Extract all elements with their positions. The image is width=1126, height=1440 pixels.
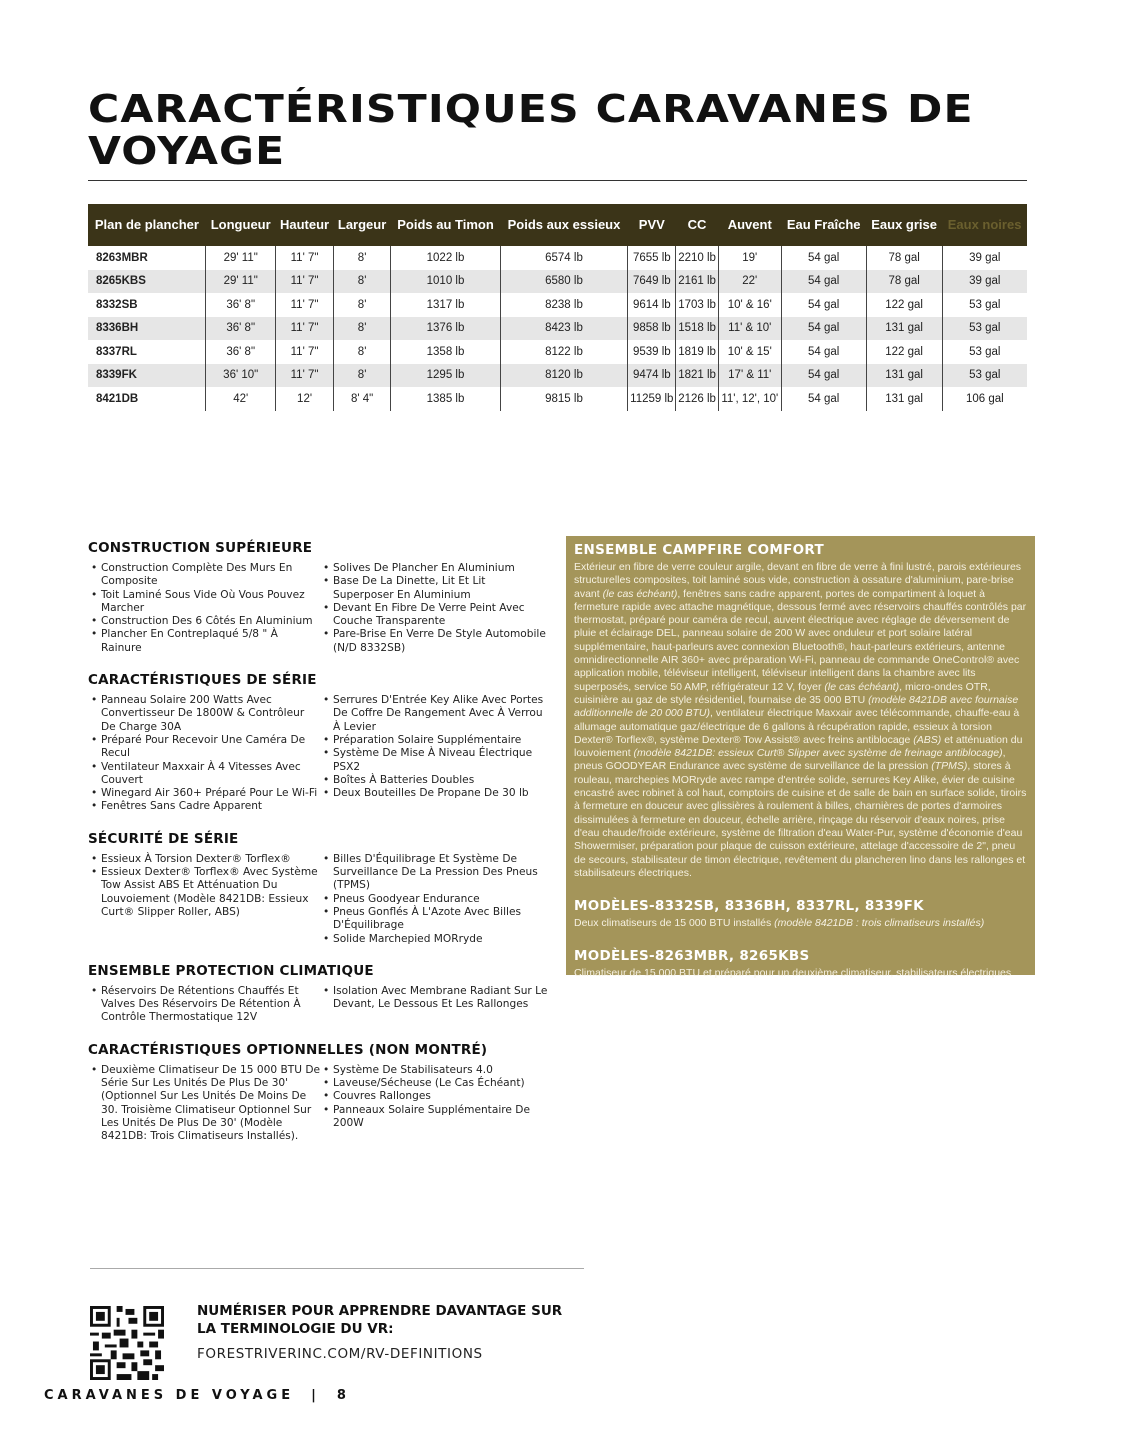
list-item: • Pneus Goodyear Endurance [320,893,548,906]
table-cell: 106 gal [942,387,1027,411]
list-item: • Fenêtres Sans Cadre Apparent [88,800,320,813]
list-item: • Construction Complète Des Murs En Composite [88,562,320,589]
list-item: • Système De Stabilisateurs 4.0 [320,1064,548,1077]
description-segment: Extérieur en fibre de verre couleur argile, devant en fibre de verre à fini lustré, parois extérieures structurelles composites, toit laminé sous vide, construction à ossature d'aluminium, pare-brise avant [574,561,1022,600]
feature-section [88,831,548,946]
section-columns [88,985,548,1025]
table-cell: 9474 lb [628,364,676,388]
table-cell: 8238 lb [500,293,627,317]
column-header: Poids au Timon [391,204,501,246]
column-header: Eaux noires [942,204,1027,246]
table-cell: 11' 7" [276,364,334,388]
table-cell: 11' 7" [276,293,334,317]
table-cell: 78 gal [866,270,942,294]
table-cell: 1358 lb [391,340,501,364]
scan-instructions: NUMÉRISER POUR APPRENDRE DAVANTAGE SUR LA TERMINOLOGIE DU VR: [197,1303,563,1337]
definitions-link[interactable]: FORESTRIVERINC.COM/RV-DEFINITIONS [197,1346,483,1362]
table-cell: 1010 lb [391,270,501,294]
list-item: • Isolation Avec Membrane Radiant Sur Le Devant, Le Dessous Et Les Rallonges [320,985,548,1012]
list-item: • Réservoirs De Rétentions Chauffés Et Valves Des Réservoirs De Rétention À Contrôle Thermostatique 12V [88,985,320,1025]
list-item: • Panneaux Solaire Supplémentaire De 200W [320,1104,548,1131]
list-item: • Toit Laminé Sous Vide Où Vous Pouvez Marcher [88,589,320,616]
column-header: PVV [628,204,676,246]
list-item: • Essieux À Torsion Dexter® Torflex® [88,853,320,866]
table-cell: 8' [334,270,391,294]
feature-list-left [88,1064,320,1144]
description-segment: , stores à rouleau, marchepies MORryde avec rampe d'entrée solide, serrures Key Alike, évier de cuisine encastré avec robinet à col haut, comptoirs de cuisine et de salle de bain en surface solide, tiroirs à fermeture en douceur avec glissières à roulement à billes, charnières de portes d'armoires dissimulées à fermeture en douceur, échelle arrière, rinçage du réservoir d'eaux noires, prise d'eau chaude/froide extérieure, système de filtration d'eau Water-Pur, système d'économie d'eau Showermiser, préparation pour plaque de cuisson extérieure, attelage d'accessoire de 2", pneu de secours, stabilisateur de timon électrique, revêtement du plancheren lino dans les rallonges et stabilisateurs électriques. [574,760,1027,879]
list-item: • Panneau Solaire 200 Watts Avec Convertisseur De 1800W & Contrôleur De Charge 30A [88,694,320,734]
section-columns [88,1064,548,1144]
table-cell: 1022 lb [391,246,501,270]
list-item: • Système De Mise À Niveau Électrique PSX2 [320,747,548,774]
table-cell: 11' 7" [276,246,334,270]
table-row [88,270,1027,294]
section-columns [88,562,548,655]
table-cell: 6580 lb [500,270,627,294]
table-cell: 8' 4" [334,387,391,411]
column-header: Hauteur [276,204,334,246]
section-columns [88,853,548,946]
table-cell: 54 gal [781,317,866,341]
list-item: • Serrures D'Entrée Key Alike Avec Portes De Coffre De Rangement Avec À Verrou À Levier [320,694,548,734]
list-item: • Solide Marchepied MORryde [320,933,548,946]
section-heading: ENSEMBLE PROTECTION CLIMATIQUE [88,962,374,979]
table-cell: 11', 12', 10' [718,387,781,411]
list-item: • Billes D'Équilibrage Et Système De Surveillance De La Pression Des Pneus (TPMS) [320,853,548,893]
list-item: • Préparation Solaire Supplémentaire [320,734,548,747]
table-cell: 9614 lb [628,293,676,317]
column-header: Eaux grise [866,204,942,246]
feature-list-right [320,1064,548,1144]
floorplan-cell: 8263MBR [96,251,148,264]
models-group-1-desc: Deux climatiseurs de 15 000 BTU installés [574,917,775,930]
section-heading: SÉCURITÉ DE SÉRIE [88,830,239,847]
table-row [88,340,1027,364]
column-header: Plan de plancher [88,204,206,246]
table-row [88,364,1027,388]
table-cell: 11' & 10' [718,317,781,341]
section-heading: CONSTRUCTION SUPÉRIEURE [88,540,313,556]
feature-list-left [88,985,320,1025]
table-cell: 54 gal [781,246,866,270]
list-item: • Deux Bouteilles De Propane De 30 lb [320,787,548,800]
table-cell: 17' & 11' [718,364,781,388]
description-segment: (modèle 8421DB: essieux Curt® Slipper avec système de freinage antiblocage) [633,747,1003,760]
floorplan-cell: 8265KBS [88,270,206,294]
floorplan-cell: 8339FK [88,364,206,388]
table-cell: 1821 lb [676,364,718,388]
table-cell: 19' [718,246,781,270]
table-cell: 29' 11" [206,270,276,294]
table-cell: 11' 7" [276,340,334,364]
list-item: • Laveuse/Sécheuse (Le Cas Échéant) [320,1077,548,1090]
table-cell: 53 gal [942,340,1027,364]
feature-section [88,1042,548,1144]
table-cell: 9539 lb [628,340,676,364]
feature-list-right [320,985,548,1025]
table-cell: 54 gal [781,340,866,364]
table-cell: 36' 10" [206,364,276,388]
list-item: • Préparé Pour Recevoir Une Caméra De Recul [88,734,320,761]
table-cell: 6574 lb [500,246,627,270]
feature-section [88,540,548,655]
floorplan-cell: 8337RL [96,345,137,358]
models-group-1-title: MODÈLES-8332SB, 8336BH, 8337RL, 8339FK [574,898,924,915]
description-segment: (ABS) [913,733,942,746]
specs-table [88,204,1027,411]
table-cell: 10' & 15' [718,340,781,364]
table-cell: 39 gal [942,270,1027,294]
description-segment: , fenêtres sans cadre apparent, portes de compartiment à loquet à fermeture rapide avec attache magnétique, dessous fermé avec réservoirs chauffés contrôlés par thermostat, préparé pour caméra de recul, auvent électrique avec réglage de déversement de pluie et éclairage DEL, panneau solaire de 200 W avec onduleur et port solaire latéral supplémentaire, haut-parleurs avec connexion Bluetooth®, haut-parleurs extérieurs, antenne omnidirectionnelle AIR 360+ avec préparation Wi-Fi, panneau de commande OneControl® avec application mobile, téléviseur intelligent, téléviseur intelligent dans la chambre avec lits superposés, service 50 AMP, réfrigérateur 12 V, foyer [574,587,1027,693]
table-cell: 12' [276,387,334,411]
table-cell: 53 gal [942,293,1027,317]
list-item: • Boîtes À Batteries Doubles [320,774,548,787]
description-segment: (le cas échéant) [602,587,678,600]
table-cell: 1703 lb [676,293,718,317]
table-cell: 122 gal [866,293,942,317]
table-cell: 11' 7" [276,317,334,341]
table-row [88,246,1027,270]
table-cell: 36' 8" [206,293,276,317]
feature-list-right [320,853,548,946]
table-cell: 1376 lb [391,317,501,341]
table-cell: 9858 lb [628,317,676,341]
description-segment: et atténuation du louvoiement [574,733,1023,760]
description-segment: , micro-ondes OTR, cuisinière au gaz de style résidentiel, fournaise de 35 000 BTU [574,680,991,706]
feature-sections [88,540,548,1161]
list-item: • Winegard Air 360+ Préparé Pour Le Wi-Fi [88,787,320,800]
column-header: Auvent [718,204,781,246]
feature-list-right [320,562,548,655]
table-cell: 8120 lb [500,364,627,388]
table-cell: 2161 lb [676,270,718,294]
section-heading: CARACTÉRISTIQUES DE SÉRIE [88,672,317,689]
feature-section [88,963,548,1025]
description-segment: (TPMS) [931,760,968,773]
section-heading: CARACTÉRISTIQUES OPTIONNELLES (NON MONTRÉ) [88,1041,488,1058]
table-cell: 8423 lb [500,317,627,341]
list-item: • Construction Des 6 Côtés En Aluminium [88,615,320,628]
floorplan-cell: 8336BH [88,317,206,341]
table-body [88,246,1027,411]
table-cell: 22' [718,270,781,294]
table-cell: 8' [334,364,391,388]
floorplan-cell: 8332SB [96,298,138,311]
feature-section [88,672,548,814]
table-row [88,317,1027,341]
table-cell: 1295 lb [391,364,501,388]
feature-list-left [88,562,320,655]
table-cell: 54 gal [781,270,866,294]
table-cell: 131 gal [866,364,942,388]
table-cell: 8' [334,340,391,364]
description-segment: (modèle 8421DB avec fournaise additionnelle de 20 000 BTU) [574,693,1019,720]
page-footer: CARAVANES DE VOYAGE | 8 [44,1388,350,1403]
column-header: CC [676,204,718,246]
column-header: Longueur [206,204,276,246]
list-item: • Plancher En Contreplaqué 5/8 " À Rainure [88,628,320,655]
table-header-row [88,204,1027,246]
table-cell: 8' [334,246,391,270]
list-item: • Base De La Dinette, Lit Et Lit Superposer En Aluminium [320,575,548,602]
list-item: • Pare-Brise En Verre De Style Automobile (N/D 8332SB) [320,628,548,655]
list-item: • Solives De Plancher En Aluminium [320,562,548,575]
table-cell: 36' 8" [206,340,276,364]
feature-list-left [88,694,320,814]
description-segment: , pneus GOODYEAR Endurance avec système de surveillance de la pression [574,747,1006,773]
campfire-description [574,561,1027,880]
table-cell: 122 gal [866,340,942,364]
qr-code-icon[interactable] [90,1306,164,1380]
description-segment: , ventilateur électrique Maxxair avec télécommande, chauffe-eau à allumage automatique gaz/électrique de 6 gallons à récupération rapide, essieux à torsion Dexter® Torflex®, système Dexter® Tow Assist® avec freins antiblocage [574,707,1020,746]
table-cell: 54 gal [781,293,866,317]
table-cell: 1317 lb [391,293,501,317]
table-cell: 1819 lb [676,340,718,364]
table-cell: 1518 lb [676,317,718,341]
page-title: CARACTÉRISTIQUES CARAVANES DE VOYAGE [88,87,974,173]
table-cell: 11' 7" [276,270,334,294]
table-cell: 2126 lb [676,387,718,411]
floorplan-cell: 8421DB [96,392,139,405]
list-item: • Deuxième Climatiseur De 15 000 BTU De Série Sur Les Unités De Plus De 30' (Optionnel Sur Les Unités De Moins De 30. Troisième Climatiseur Optionnel Sur Les Unités De Plus De 30' (Modèle 8421DB: Trois Climatiseurs Installés). [88,1064,320,1144]
footer-divider [90,1268,584,1269]
section-columns [88,694,548,814]
table-cell: 53 gal [942,317,1027,341]
table-cell: 8' [334,293,391,317]
models-group-1-text [574,917,1027,930]
table-cell: 1385 lb [391,387,501,411]
feature-list-right [320,694,548,814]
table-cell: 2210 lb [676,246,718,270]
list-item: • Ventilateur Maxxair À 4 Vitesses Avec Couvert [88,761,320,788]
table-cell: 8' [334,317,391,341]
table-cell: 29' 11" [206,246,276,270]
table-cell: 54 gal [781,387,866,411]
list-item: • Pneus Gonflés À L'Azote Avec Billes D'Équilibrage [320,906,548,933]
title-divider [88,180,1027,181]
table-cell: 42' [206,387,276,411]
campfire-comfort-panel [566,536,1035,980]
table-row [88,293,1027,317]
list-item: • Devant En Fibre De Verre Peint Avec Couche Transparente [320,602,548,629]
description-segment: (le cas échéant) [824,680,900,693]
table-cell: 39 gal [942,246,1027,270]
table-cell: 54 gal [781,364,866,388]
table-cell: 131 gal [866,387,942,411]
models-group-2-title: MODÈLES-8263MBR, 8265KBS [574,948,810,965]
list-item: • Couvres Rallonges [320,1090,548,1103]
column-header: Largeur [334,204,391,246]
table-cell: 11259 lb [628,387,676,411]
table-cell: 36' 8" [206,317,276,341]
table-cell: 7655 lb [628,246,676,270]
feature-list-left [88,853,320,946]
table-cell: 9815 lb [500,387,627,411]
column-header: Poids aux essieux [500,204,627,246]
table-cell: 131 gal [866,317,942,341]
table-row [88,387,1027,411]
table-cell: 53 gal [942,364,1027,388]
table-cell: 8122 lb [500,340,627,364]
table-cell: 78 gal [866,246,942,270]
table-cell: 10' & 16' [718,293,781,317]
column-header: Eau Fraîche [781,204,866,246]
table-cell: 7649 lb [628,270,676,294]
models-group-2-text: Climatiseur de 15 000 BTU et préparé pour un deuxième climatiseur, stabilisateurs électriques [574,967,1012,980]
list-item: • Essieux Dexter® Torflex® Avec Système Tow Assist ABS Et Atténuation Du Louvoiement (Modèle 8421DB: Essieux Curt® Slipper Roller, ABS) [88,866,320,919]
campfire-title: ENSEMBLE CAMPFIRE COMFORT [574,542,824,558]
models-group-1-note: (modèle 8421DB : trois climatiseurs installés) [774,917,985,930]
